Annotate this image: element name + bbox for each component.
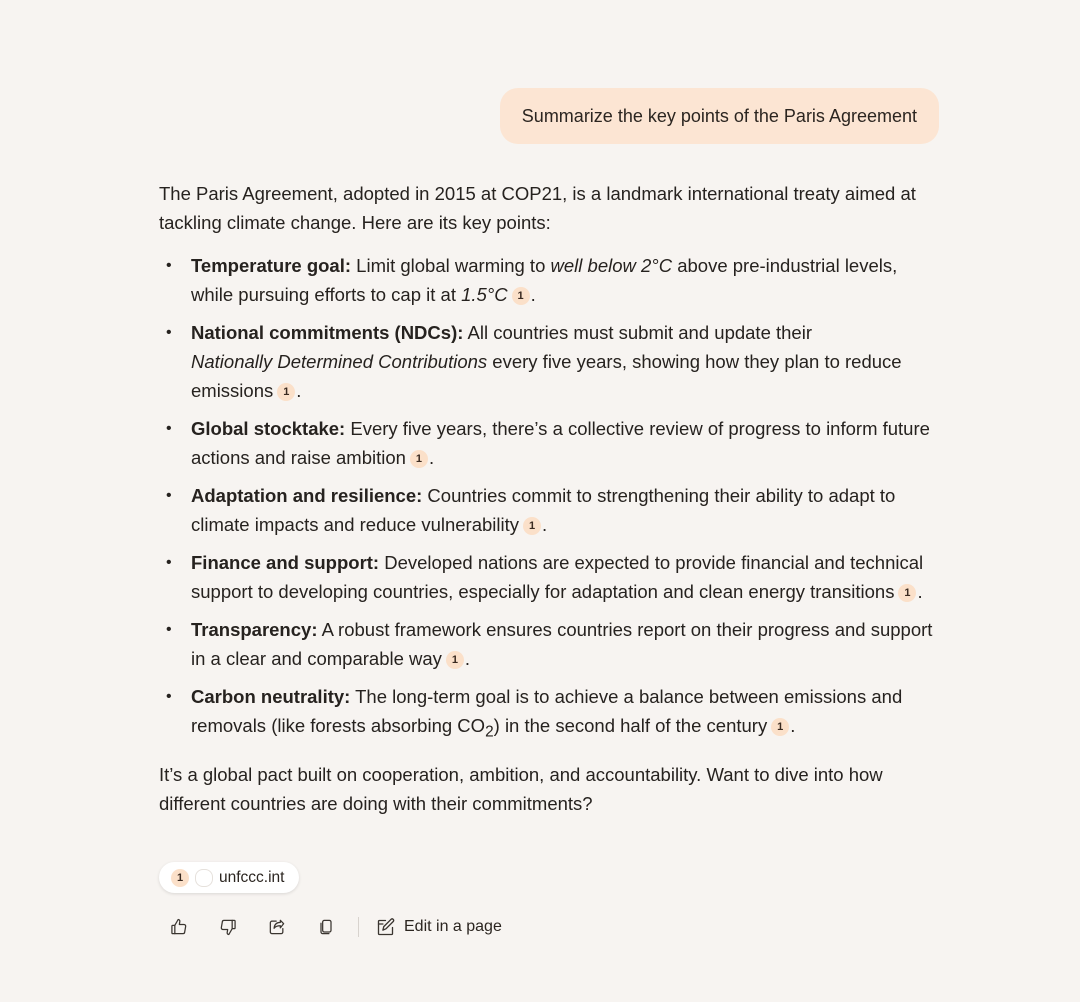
point-title: Transparency: (191, 619, 318, 640)
point-emphasis: 1.5°C (461, 284, 508, 305)
edit-in-page-label: Edit in a page (404, 918, 502, 935)
user-message-bubble (500, 88, 939, 144)
point-title: Temperature goal: (191, 255, 352, 276)
thumbs-down-icon (218, 917, 238, 937)
citation-badge[interactable]: 1 (410, 450, 428, 468)
bullet-icon: • (166, 257, 172, 274)
citation-badge[interactable]: 1 (771, 718, 789, 736)
point-title: Adaptation and resilience: (191, 485, 423, 506)
citation-badge[interactable]: 1 (446, 651, 464, 669)
thumbs-up-icon (169, 917, 189, 937)
list-item (159, 318, 941, 405)
dislike-button[interactable] (209, 908, 247, 946)
user-message-text: Summarize the key points of the Paris Agreement (521, 106, 917, 126)
period: . (790, 715, 796, 736)
point-emphasis: well below 2°C (550, 255, 673, 276)
point-text: above pre-industrial levels, while pursuing efforts to cap it at (191, 255, 898, 305)
subscript: 2 (485, 723, 494, 741)
message-actions (160, 908, 502, 946)
period: . (428, 447, 435, 468)
period: . (530, 284, 536, 305)
response-outro: It’s a global pact built on cooperation, ambition, and accountability. Want to dive into how different countries are doing with their commitments? (159, 763, 883, 814)
citation-badge: 1 (171, 869, 189, 887)
point-text: A robust framework ensures countries report on their progress and support in a clear and comparable way (191, 619, 933, 669)
period: . (464, 648, 471, 669)
divider (358, 917, 359, 937)
point-text: All countries must submit and update their (463, 322, 812, 343)
bullet-icon: • (166, 420, 172, 437)
copy-icon (316, 917, 336, 937)
period: . (542, 514, 548, 535)
bullet-icon: • (166, 487, 172, 504)
point-title: Global stocktake: (191, 418, 346, 439)
period: . (917, 581, 923, 602)
bullet-icon: • (166, 554, 172, 571)
point-text: ) in the second half of the century (493, 715, 768, 736)
point-text: Every five years, there’s a collective review of progress to inform future actions and raise ambition (191, 418, 930, 468)
citation-badge[interactable]: 1 (277, 383, 295, 401)
list-item (159, 615, 941, 673)
response-intro: The Paris Agreement, adopted in 2015 at COP21, is a landmark international treaty aimed at tackling climate change. Here are its key points: (159, 183, 916, 233)
citation-badge[interactable]: 1 (898, 584, 916, 602)
edit-in-page-button[interactable] (375, 917, 502, 938)
share-icon (267, 917, 287, 937)
list-item (159, 481, 941, 539)
list-item (159, 251, 941, 309)
bullet-icon: • (166, 621, 172, 638)
point-title: Carbon neutrality: (191, 686, 351, 707)
point-text: every five years, showing how they plan to reduce emissions (191, 351, 902, 401)
point-text: Developed nations are expected to provide financial and technical support to developing countries, especially for adaptation and clean energy transitions (191, 552, 924, 602)
citation-badge[interactable]: 1 (523, 517, 541, 535)
point-text: The long-term goal is to achieve a balance between emissions and removals (like forests absorbing CO (191, 686, 903, 736)
bullet-icon: • (166, 324, 172, 341)
source-chip[interactable] (159, 862, 299, 893)
like-button[interactable] (160, 908, 198, 946)
key-points-list (159, 251, 941, 747)
citation-badge[interactable]: 1 (512, 287, 530, 305)
favicon-icon (195, 869, 213, 887)
list-item (159, 414, 941, 472)
share-button[interactable] (258, 908, 296, 946)
list-item (159, 548, 941, 606)
source-domain: unfccc.int (219, 868, 285, 886)
bullet-icon: • (166, 688, 172, 705)
assistant-response (159, 179, 941, 818)
point-title: Finance and support: (191, 552, 380, 573)
point-title: National commitments (NDCs): (191, 322, 464, 343)
point-text: Limit global warming to (351, 255, 551, 276)
edit-page-icon (375, 917, 396, 938)
copy-button[interactable] (307, 908, 345, 946)
list-item (159, 682, 941, 747)
point-text: Countries commit to strengthening their ability to adapt to climate impacts and reduce vulnerability (191, 485, 896, 535)
period: . (296, 380, 302, 401)
point-emphasis: Nationally Determined Contributions (191, 351, 488, 372)
